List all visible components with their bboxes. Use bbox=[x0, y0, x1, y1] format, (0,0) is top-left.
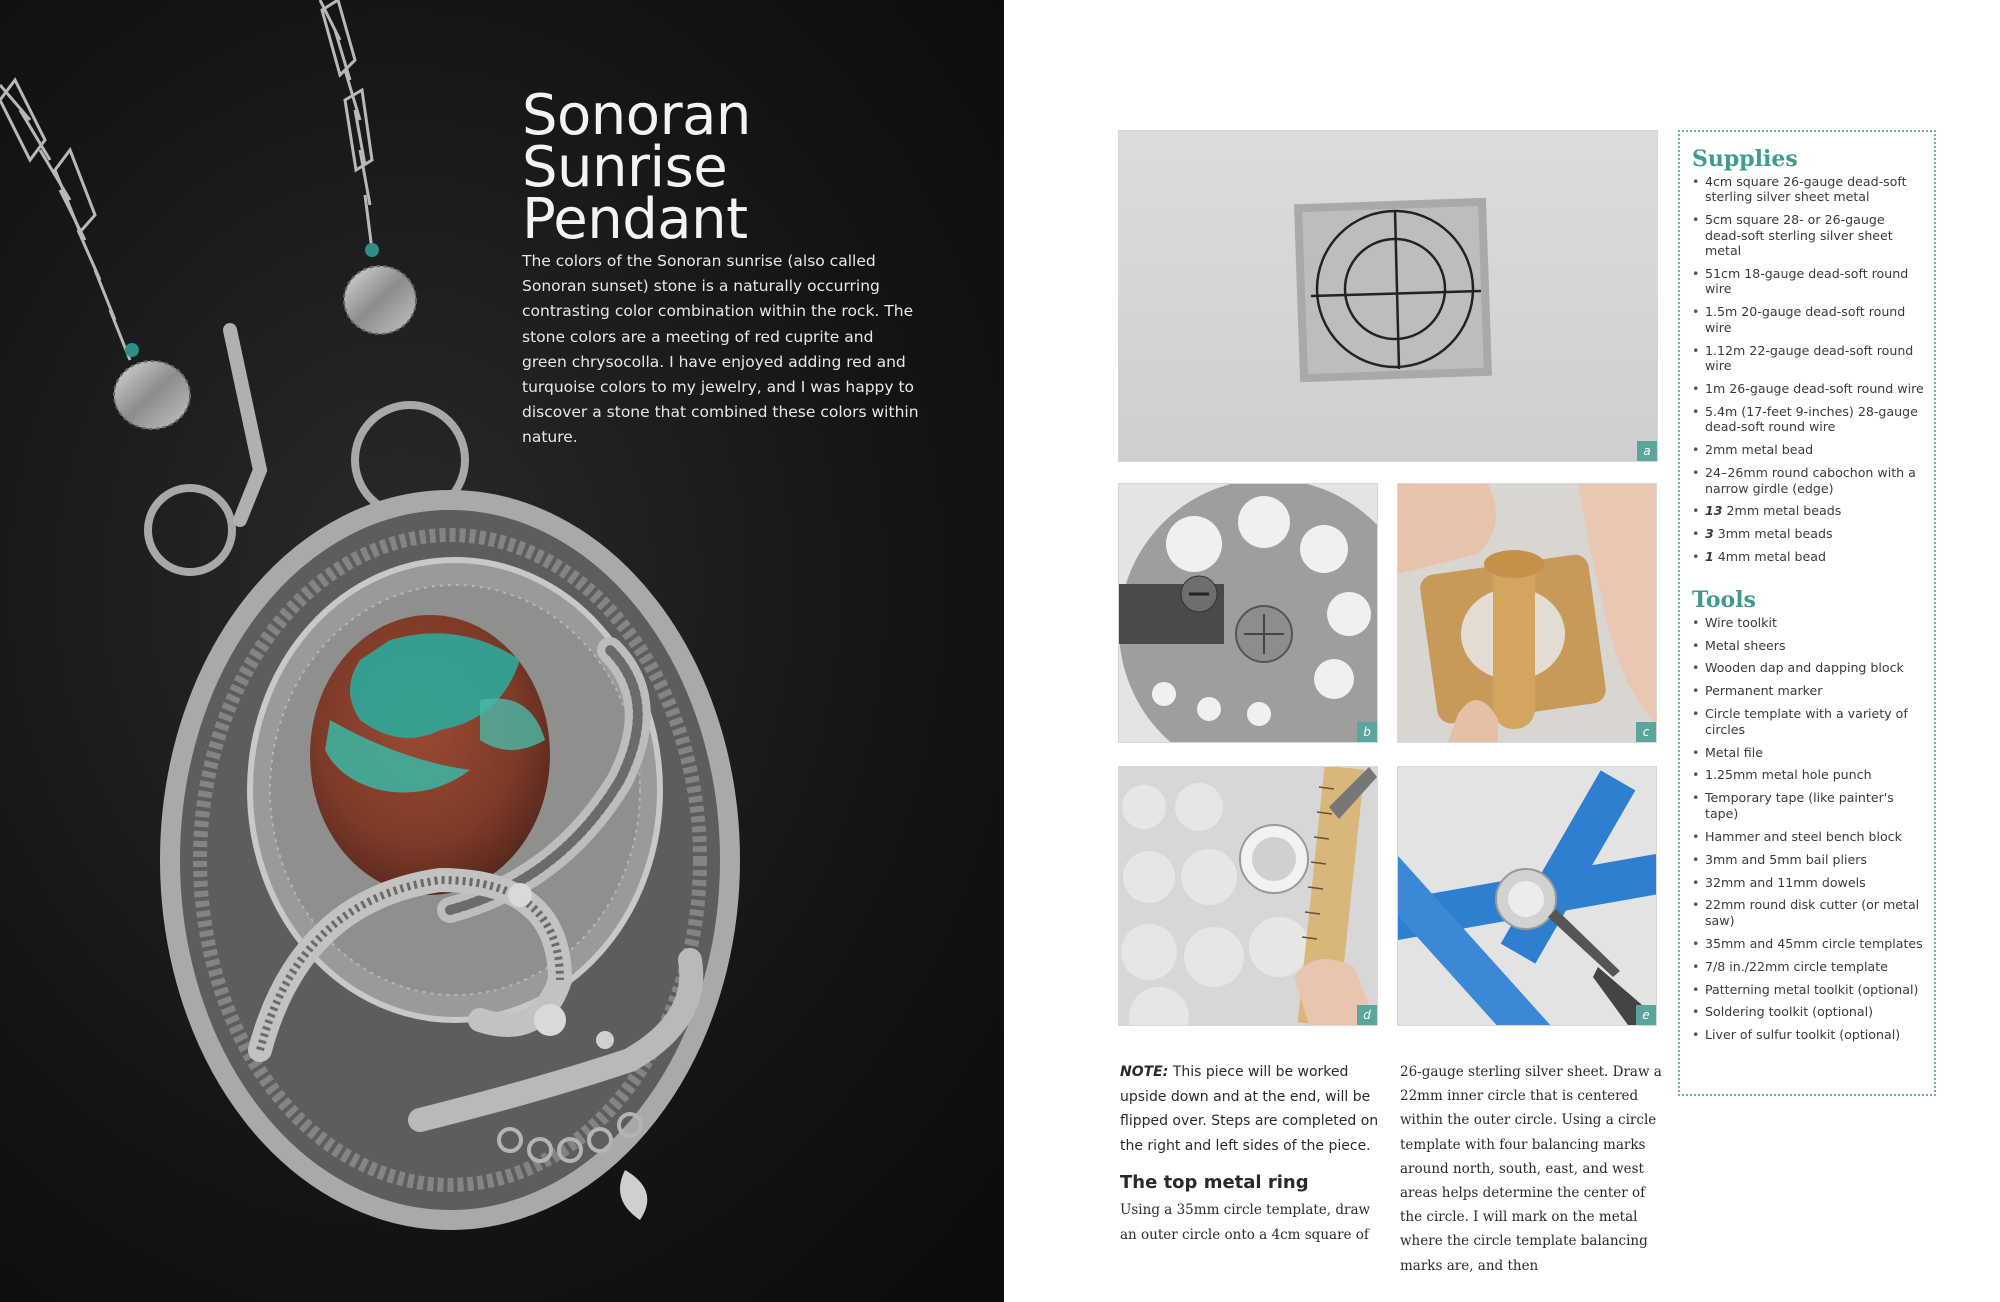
tool-item: • Circle template with a variety of circles bbox=[1692, 706, 1924, 737]
tool-item: • Metal sheers bbox=[1692, 638, 1924, 653]
supply-item: • 51cm 18-gauge dead-soft round wire bbox=[1692, 266, 1924, 297]
supplies-list bbox=[1692, 174, 1924, 565]
photo-label-b: b bbox=[1357, 722, 1377, 742]
chain-right bbox=[320, 0, 372, 250]
tool-item: • 1.25mm metal hole punch bbox=[1692, 767, 1924, 782]
supply-item bbox=[1692, 526, 1924, 541]
supply-item: • 5.4m (17-feet 9-inches) 28-gauge dead-soft round wire bbox=[1692, 404, 1924, 435]
note-text: This piece will be worked upside down and at the end, will be flipped over. Steps are completed on the right and left sides of the piece. bbox=[1120, 1064, 1379, 1154]
step-photo-e bbox=[1397, 766, 1657, 1026]
tools-list bbox=[1692, 615, 1924, 1043]
tools-heading: Tools bbox=[1692, 586, 1756, 613]
supply-item: • 2mm metal bead bbox=[1692, 442, 1924, 457]
supply-item bbox=[1692, 503, 1924, 518]
supply-text: 4mm metal bead bbox=[1713, 549, 1826, 565]
metal-square-illustration bbox=[1119, 131, 1657, 461]
tool-item: • 3mm and 5mm bail pliers bbox=[1692, 852, 1924, 867]
supply-item: • 5cm square 28- or 26-gauge dead-soft sterling silver sheet metal bbox=[1692, 212, 1924, 258]
supply-text: 2mm metal beads bbox=[1722, 503, 1842, 519]
tool-item: • 32mm and 11mm dowels bbox=[1692, 875, 1924, 890]
supply-item: • 1.12m 22-gauge dead-soft round wire bbox=[1692, 343, 1924, 374]
supplies-tools-sidebar bbox=[1678, 130, 1936, 1096]
tool-item: • Permanent marker bbox=[1692, 683, 1924, 698]
note-paragraph bbox=[1120, 1060, 1382, 1158]
title-line-1: Sonoran bbox=[522, 83, 751, 148]
body-text-col2: 26-gauge sterling silver sheet. Draw a 22mm inner circle that is centered within the outer circle. Using a circle template with four balancing marks around north, south, east, and west areas helps determine the center of the circle. I will mark on the metal where the circle template balancing marks are, and then bbox=[1400, 1064, 1662, 1274]
supply-item: • 24–26mm round cabochon with a narrow girdle (edge) bbox=[1692, 465, 1924, 496]
dapping-illustration bbox=[1398, 484, 1656, 742]
tool-item: • Hammer and steel bench block bbox=[1692, 829, 1924, 844]
step-photo-a bbox=[1118, 130, 1658, 462]
supply-qty: 3 bbox=[1705, 526, 1714, 542]
title-line-2: Sunrise bbox=[522, 135, 728, 200]
tool-item: • 22mm round disk cutter (or metal saw) bbox=[1692, 897, 1924, 928]
body-text-col1: Using a 35mm circle template, draw an outer circle onto a 4cm square of bbox=[1120, 1202, 1371, 1243]
disk-cutter-illustration bbox=[1119, 484, 1377, 742]
tool-item: • Wooden dap and dapping block bbox=[1692, 660, 1924, 675]
tool-item: • Metal file bbox=[1692, 745, 1924, 760]
step-photo-c bbox=[1397, 483, 1657, 743]
chain-left bbox=[0, 80, 130, 360]
photo-label-d: d bbox=[1357, 1005, 1377, 1025]
tool-item: • 7/8 in./22mm circle template bbox=[1692, 959, 1924, 974]
supply-item bbox=[1692, 549, 1924, 564]
supplies-heading: Supplies bbox=[1692, 146, 1798, 172]
page-title bbox=[522, 83, 751, 252]
tool-item: • Wire toolkit bbox=[1692, 615, 1924, 630]
supply-qty: 13 bbox=[1705, 503, 1723, 519]
circle-template-illustration bbox=[1119, 767, 1377, 1025]
supply-qty: 1 bbox=[1705, 549, 1714, 565]
tool-item: • Soldering toolkit (optional) bbox=[1692, 1004, 1924, 1019]
tape-illustration bbox=[1398, 767, 1656, 1025]
tool-item: • Patterning metal toolkit (optional) bbox=[1692, 982, 1924, 997]
note-label: NOTE: bbox=[1120, 1064, 1169, 1080]
photo-label-c: c bbox=[1636, 722, 1656, 742]
photo-label-a: a bbox=[1637, 441, 1657, 461]
step-photo-d bbox=[1118, 766, 1378, 1026]
tool-item: • Liver of sulfur toolkit (optional) bbox=[1692, 1027, 1924, 1042]
step-photo-b bbox=[1118, 483, 1378, 743]
supply-item: • 1.5m 20-gauge dead-soft round wire bbox=[1692, 304, 1924, 335]
section-heading: The top metal ring bbox=[1120, 1172, 1309, 1193]
supply-item: • 4cm square 26-gauge dead-soft sterling silver sheet metal bbox=[1692, 174, 1924, 205]
supply-text: 3mm metal beads bbox=[1713, 526, 1833, 542]
photo-label-e: e bbox=[1636, 1005, 1656, 1025]
tool-item: • 35mm and 45mm circle templates bbox=[1692, 936, 1924, 951]
supply-item: • 1m 26-gauge dead-soft round wire bbox=[1692, 381, 1924, 396]
intro-paragraph: The colors of the Sonoran sunrise (also called Sonoran sunset) stone is a naturally occurring contrasting color combination within the rock. The stone colors are a meeting of red cuprite and green chrysocolla. I have enjoyed adding red and turquoise colors to my jewelry, and I was happy to discover a stone that combined these colors within nature. bbox=[522, 252, 919, 447]
tool-item: • Temporary tape (like painter's tape) bbox=[1692, 790, 1924, 821]
title-line-3: Pendant bbox=[522, 187, 748, 252]
